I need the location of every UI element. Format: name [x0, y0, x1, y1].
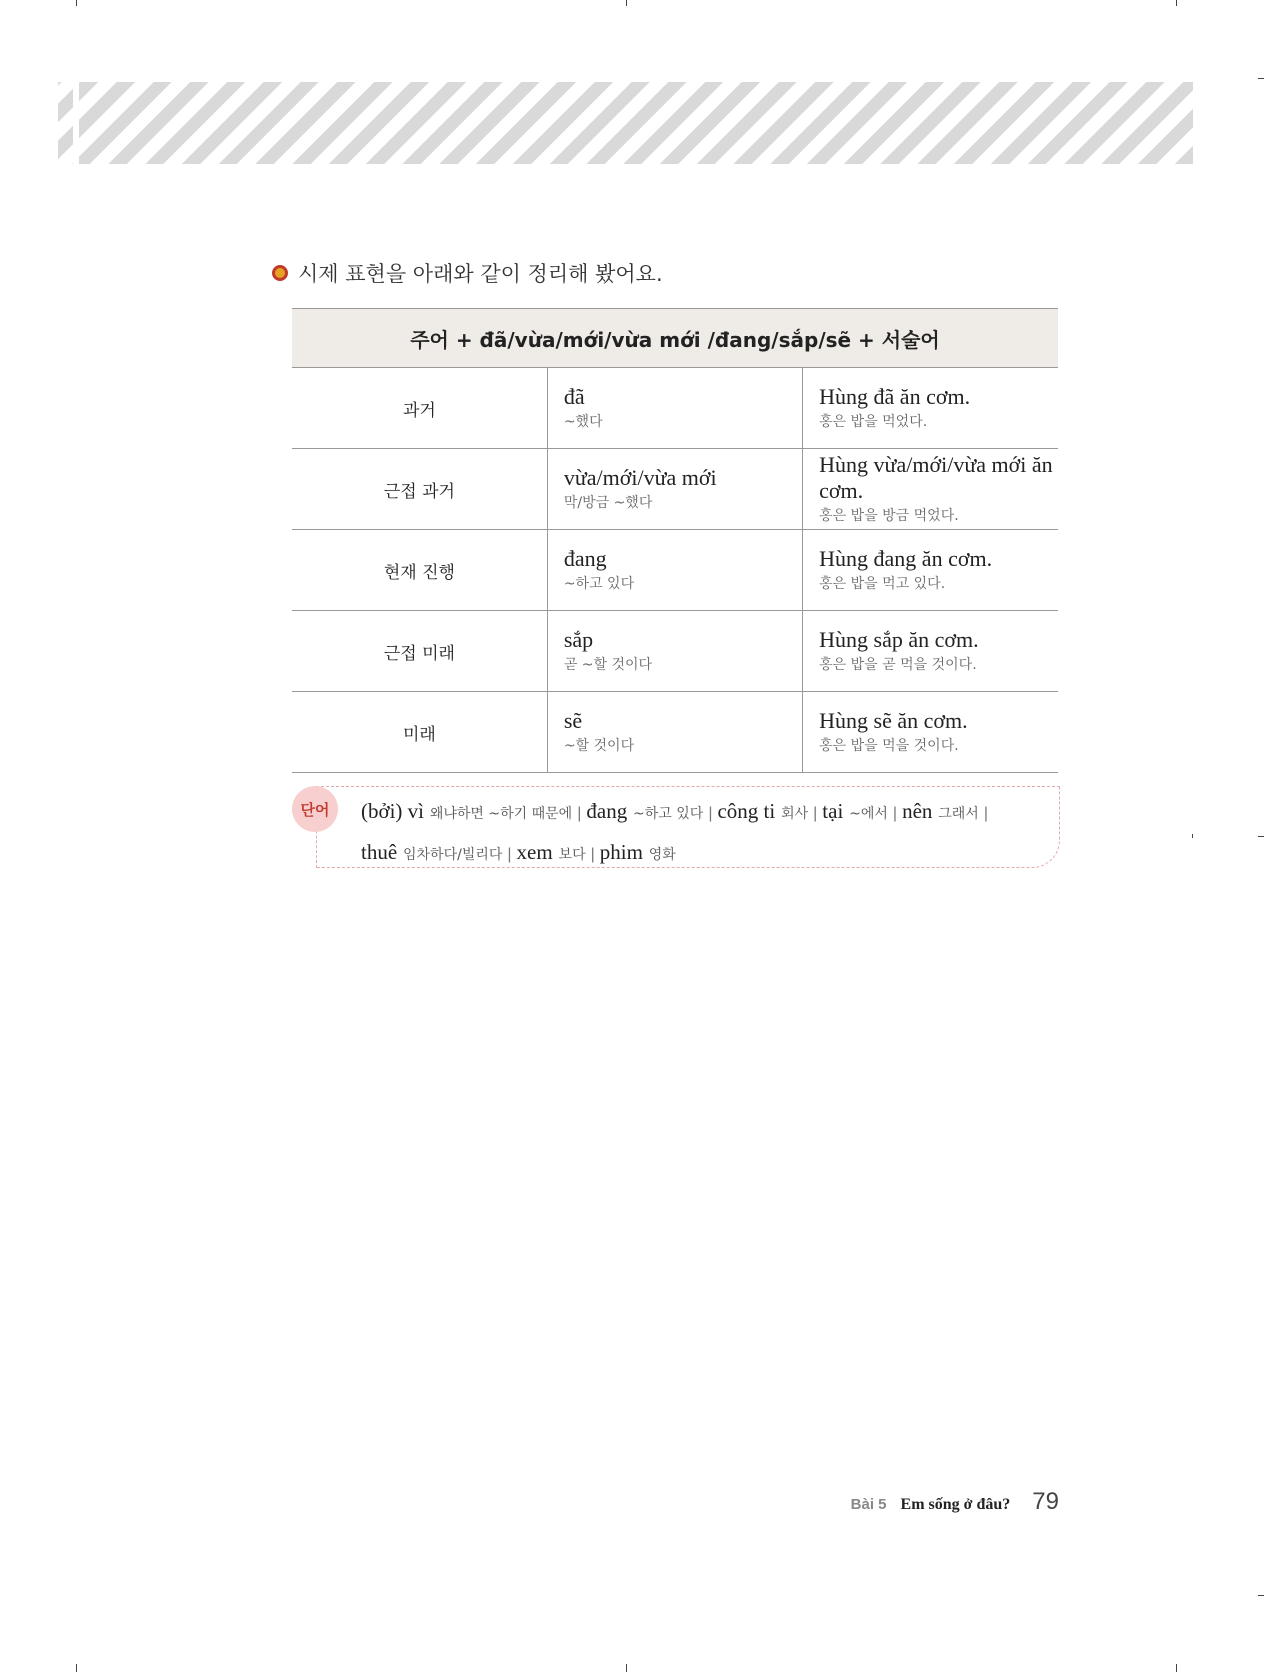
vocab-separator: |: [577, 805, 582, 822]
example-translation: 홍은 밥을 곧 먹을 것이다.: [819, 657, 977, 673]
section-heading: [272, 258, 663, 288]
heading-text: 시제 표현을 아래와 같이 정리해 봤어요.: [298, 262, 663, 286]
tense-word-cell: [547, 368, 802, 449]
example-translation: 홍은 밥을 먹고 있다.: [819, 576, 946, 592]
tense-table: [292, 308, 1058, 773]
tense-word: đã: [563, 384, 585, 409]
crop-mark: [1176, 1664, 1177, 1672]
example-cell: [803, 368, 1058, 449]
example-cell: [803, 611, 1058, 692]
vocab-word: phim: [599, 840, 643, 864]
table-row: [292, 449, 1058, 530]
example-translation: 홍은 밥을 먹을 것이다.: [819, 738, 959, 754]
vocab-word: thuê: [361, 840, 398, 864]
tense-word: vừa/mới/vừa mới: [563, 465, 717, 490]
vocab-word: công ti: [717, 799, 776, 823]
bullet-icon: [272, 265, 288, 281]
tense-label: 근접 미래: [292, 611, 547, 692]
example-cell: [803, 692, 1058, 773]
crop-mark: [1258, 1595, 1264, 1596]
vocab-meaning: 왜냐하면 ~하기 때문에: [429, 806, 573, 822]
example-sentence: Hùng sắp ăn cơm.: [819, 627, 979, 652]
tense-word-meaning: ~할 것이다: [563, 738, 635, 754]
example-sentence: Hùng đã ăn cơm.: [819, 384, 971, 409]
vocab-word: xem: [516, 840, 553, 864]
table-row: [292, 692, 1058, 773]
tense-word-meaning: 곧 ~할 것이다: [563, 657, 653, 673]
vocab-word: tại: [822, 799, 844, 823]
decorative-stripe-band: [58, 82, 1193, 164]
vocab-separator: |: [590, 846, 595, 863]
tense-word-cell: [547, 692, 802, 773]
tense-word-cell: [547, 449, 802, 530]
tense-word: sẽ: [563, 708, 583, 733]
vocab-meaning: ~에서: [849, 806, 888, 822]
stripe-divider: [73, 82, 79, 164]
page-footer: [851, 1488, 1059, 1516]
example-translation: 홍은 밥을 방금 먹었다.: [819, 508, 959, 524]
tense-label: 근접 과거: [292, 449, 547, 530]
crop-mark: [76, 1664, 77, 1672]
vocab-separator: |: [507, 846, 512, 863]
example-sentence: Hùng vừa/mới/vừa mới ăn cơm.: [819, 452, 1053, 503]
tense-label: 미래: [292, 692, 547, 773]
table-row: [292, 611, 1058, 692]
crop-mark: [1258, 78, 1264, 79]
vocab-meaning: 보다: [558, 847, 586, 863]
vocab-meaning: 회사: [781, 806, 809, 822]
vocabulary-list: [361, 792, 1051, 874]
lesson-title: Em sống ở đâu?: [900, 1496, 1011, 1513]
vocab-separator: |: [708, 805, 713, 822]
tense-label: 현재 진행: [292, 530, 547, 611]
table-header: 주어 + đã/vừa/mới/vừa mới /đang/sắp/sẽ + 서술어: [292, 309, 1058, 368]
vocab-meaning: ~하고 있다: [633, 806, 704, 822]
tense-word-cell: [547, 611, 802, 692]
crop-mark: [1258, 836, 1264, 837]
example-sentence: Hùng đang ăn cơm.: [819, 546, 993, 571]
vocab-meaning: 영화: [648, 847, 676, 863]
vocab-separator: |: [892, 805, 898, 822]
vocab-word: (bởi) vì: [361, 799, 425, 823]
example-cell: [803, 530, 1058, 611]
tense-word-meaning: 막/방금 ~했다: [563, 495, 653, 511]
table-row: [292, 368, 1058, 449]
crop-mark: [1192, 834, 1193, 838]
vocab-meaning: 임차하다/빌리다: [403, 847, 503, 863]
example-cell: [803, 449, 1058, 530]
tense-word-meaning: ~하고 있다: [563, 576, 635, 592]
tense-word: sắp: [563, 627, 594, 652]
vocab-meaning: 그래서: [938, 806, 979, 822]
crop-mark: [626, 0, 627, 6]
table-row: [292, 530, 1058, 611]
vocab-separator: |: [813, 805, 818, 822]
tense-word: đang: [563, 546, 607, 571]
vocabulary-badge: 단어: [292, 786, 338, 832]
vocab-separator: |: [983, 805, 988, 822]
crop-mark: [1176, 0, 1177, 6]
page-number: 79: [1032, 1488, 1059, 1515]
example-translation: 홍은 밥을 먹었다.: [819, 414, 928, 430]
tense-word-meaning: ~했다: [563, 414, 603, 430]
lesson-number: Bài 5: [850, 1496, 887, 1513]
crop-mark: [626, 1664, 627, 1672]
example-sentence: Hùng sẽ ăn cơm.: [819, 708, 968, 733]
tense-word-cell: [547, 530, 802, 611]
vocab-word: nên: [902, 799, 933, 823]
tense-label: 과거: [292, 368, 547, 449]
vocab-word: đang: [586, 799, 628, 823]
crop-mark: [76, 0, 77, 6]
